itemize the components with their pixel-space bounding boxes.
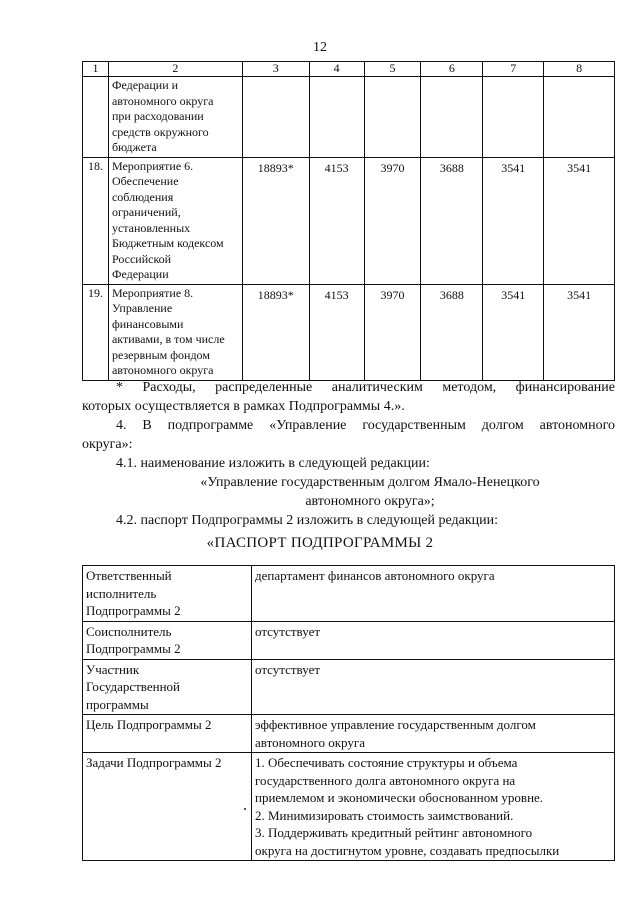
- name-line: автономного округа: [111, 363, 214, 377]
- value-line: автономного округа: [255, 734, 365, 750]
- value-line: 3. Поддерживать кредитный рейтинг автономного: [255, 825, 533, 840]
- value-cell: 3541: [544, 157, 615, 284]
- passport-table: [82, 565, 615, 861]
- label-line: Задачи Подпрограммы 2: [86, 755, 222, 770]
- value-cell: 3688: [421, 284, 483, 380]
- value-cell: 3541: [483, 284, 544, 380]
- header-cell: 4: [309, 62, 364, 77]
- value-cell: [421, 77, 483, 158]
- passport-row: [83, 753, 615, 861]
- paragraph-4-1: 4.1. наименование изложить в следующей редакции:: [116, 456, 430, 471]
- label-line: Государственной: [86, 679, 181, 694]
- passport-row: [83, 715, 615, 753]
- name-line: резервным фондом: [111, 347, 210, 362]
- label-line: Подпрограммы 2: [86, 641, 181, 656]
- row-number: 19.: [83, 284, 109, 380]
- header-cell: 5: [364, 62, 421, 77]
- value-cell: [364, 77, 421, 158]
- passport-value: [252, 715, 615, 753]
- value-line: государственного долга автономного округа на: [255, 772, 516, 788]
- passport-label: [83, 566, 252, 622]
- value-line: отсутствует: [255, 661, 321, 677]
- footnote-line: * Расходы, распределенные аналитическим методом, финансирование: [116, 380, 615, 395]
- quote-line: «Управление государственным долгом Ямало-Ненецкого: [200, 475, 540, 490]
- passport-row: [83, 566, 615, 622]
- header-cell: 7: [483, 62, 544, 77]
- passport-title: «ПАСПОРТ ПОДПРОГРАММЫ 2: [206, 535, 434, 551]
- name-line: Федерации: [111, 267, 169, 281]
- header-cell: 3: [242, 62, 309, 77]
- name-line: бюджета: [111, 140, 157, 154]
- passport-label: [83, 621, 252, 659]
- value-line: отсутствует: [255, 623, 321, 639]
- label-line: Подпрограммы 2: [86, 603, 181, 618]
- quote-line: автономного округа»;: [305, 494, 435, 509]
- table-row: [83, 157, 615, 284]
- value-line: 1. Обеспечивать состояние структуры и объема: [255, 755, 518, 770]
- name-line: ограничений,: [111, 205, 181, 219]
- passport-label: [83, 659, 252, 715]
- name-line: Бюджетным кодексом: [111, 236, 224, 250]
- value-cell: 3970: [364, 284, 421, 380]
- passport-label: [83, 753, 252, 861]
- paragraph-4-cont: округа»:: [82, 437, 133, 452]
- passport-value: [252, 659, 615, 715]
- value-cell: [242, 77, 309, 158]
- header-cell: 2: [108, 62, 242, 77]
- header-cell: 8: [544, 62, 615, 77]
- passport-value: [252, 566, 615, 622]
- passport-label: [83, 715, 252, 753]
- name-line: Российской: [111, 251, 172, 266]
- passport-row: [83, 621, 615, 659]
- value-line: приемлемом и экономически обоснованном уровне.: [255, 790, 544, 805]
- value-cell: [544, 77, 615, 158]
- table-row: [83, 284, 615, 380]
- value-cell: 18893*: [242, 284, 309, 380]
- row-name: [108, 157, 242, 284]
- value-cell: 3541: [544, 284, 615, 380]
- label-line: Участник: [86, 661, 140, 677]
- value-cell: 4153: [309, 157, 364, 284]
- row-name: [108, 77, 242, 158]
- label-line: Соисполнитель: [86, 623, 172, 639]
- value-cell: [309, 77, 364, 158]
- name-line: соблюдения: [111, 189, 174, 204]
- header-cell: 6: [421, 62, 483, 77]
- name-line: Управление: [111, 301, 173, 315]
- row-number: [83, 77, 109, 158]
- name-line: Обеспечение: [111, 174, 179, 188]
- name-line: автономного округа: [111, 93, 214, 108]
- value-cell: 18893*: [242, 157, 309, 284]
- value-cell: [483, 77, 544, 158]
- table-header-row: [83, 62, 615, 77]
- name-line: Мероприятие 6.: [111, 158, 194, 173]
- footnote-line: которых осуществляется в рамках Подпрограммы 4.».: [82, 399, 405, 414]
- passport-value: [252, 621, 615, 659]
- label-line: исполнитель: [86, 585, 157, 601]
- value-line: округа на достигнутом уровне, создавать предпосылки: [255, 842, 560, 858]
- passport-row: [83, 659, 615, 715]
- name-line: активами, в том числе: [111, 332, 225, 346]
- header-cell: 1: [83, 62, 109, 77]
- name-line: средств окружного: [111, 124, 209, 139]
- label-line: Цель Подпрограммы 2: [86, 717, 212, 732]
- value-cell: 3688: [421, 157, 483, 284]
- name-line: установленных: [111, 220, 191, 235]
- name-line: при расходовании: [111, 109, 204, 123]
- value-cell: 4153: [309, 284, 364, 380]
- value-line: 2. Минимизировать стоимость заимствований.: [255, 807, 514, 823]
- name-line: Федерации и: [111, 78, 179, 92]
- table-row: [83, 77, 615, 158]
- label-line: Ответственный: [86, 568, 172, 583]
- value-cell: 3541: [483, 157, 544, 284]
- page-number: 12: [313, 40, 327, 55]
- row-name: [108, 284, 242, 380]
- label-line: программы: [86, 696, 149, 712]
- budget-table: [82, 61, 615, 381]
- value-line: эффективное управление государственным долгом: [255, 717, 536, 732]
- row-number: 18.: [83, 157, 109, 284]
- value-line: департамент финансов автономного округа: [255, 568, 495, 583]
- scan-speck: [244, 808, 246, 810]
- name-line: финансовыми: [111, 316, 184, 331]
- name-line: Мероприятие 8.: [111, 285, 194, 300]
- paragraph-4-2: 4.2. паспорт Подпрограммы 2 изложить в следующей редакции:: [116, 513, 499, 528]
- value-cell: 3970: [364, 157, 421, 284]
- paragraph-4: 4. В подпрограмме «Управление государственным долгом автономного: [116, 418, 615, 433]
- passport-value: [252, 753, 615, 861]
